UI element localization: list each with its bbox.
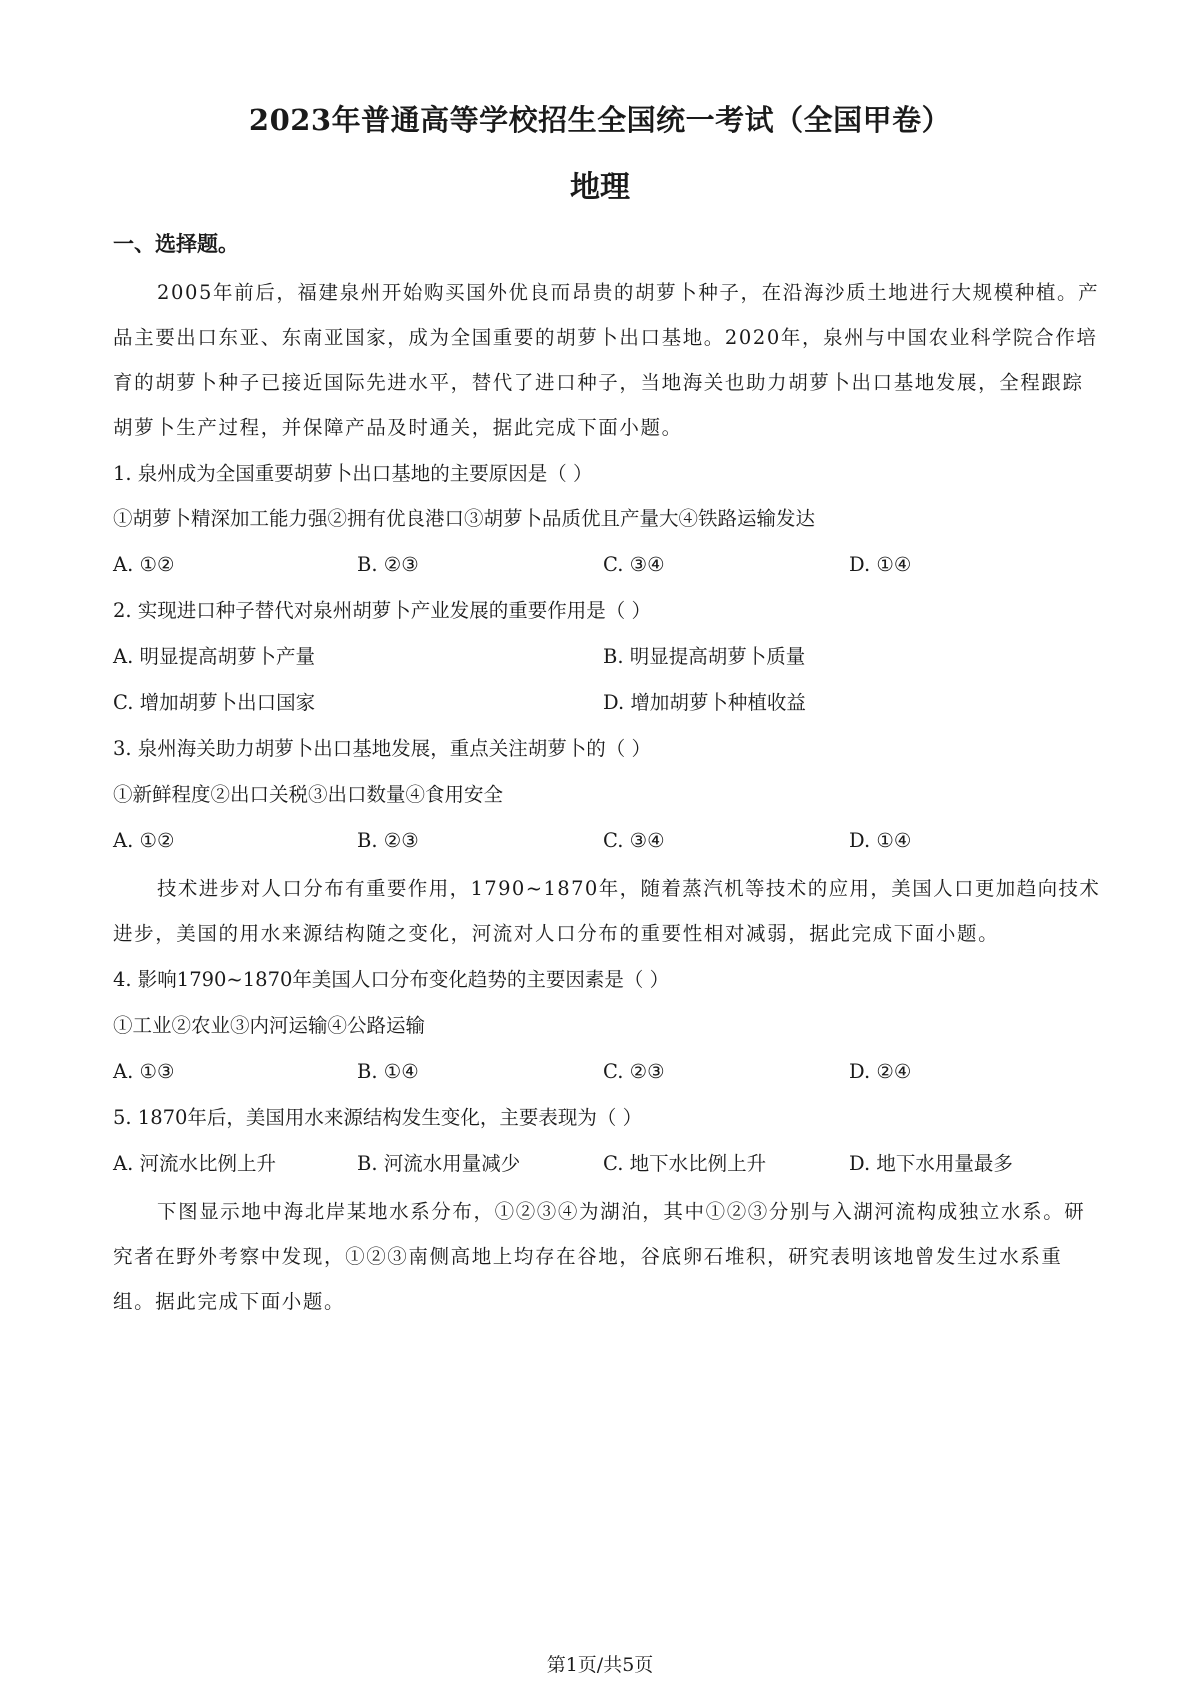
question-stem: 2. 实现进口种子替代对泉州胡萝卜产业发展的重要作用是（ ） — [113, 599, 652, 622]
option-b[interactable]: B. ②③ — [357, 829, 419, 852]
option-d[interactable]: D. 地下水用量最多 — [849, 1152, 1013, 1175]
passage-line: 下图显示地中海北岸某地水系分布，①②③④为湖泊，其中①②③分别与入湖河流构成独立水系。研 — [157, 1200, 1086, 1223]
question-items: ①新鲜程度②出口关税③出口数量④食用安全 — [113, 783, 504, 806]
page-number: 第1页/共5页 — [546, 1654, 654, 1676]
question-stem: 3. 泉州海关助力胡萝卜出口基地发展，重点关注胡萝卜的（ ） — [113, 737, 652, 760]
option-b[interactable]: B. ①④ — [357, 1060, 419, 1083]
option-d[interactable]: D. ①④ — [849, 829, 912, 852]
option-a[interactable]: A. 河流水比例上升 — [113, 1152, 276, 1175]
option-d[interactable]: D. ①④ — [849, 553, 912, 576]
option-b[interactable]: B. ②③ — [357, 553, 419, 576]
option-c[interactable]: C. 地下水比例上升 — [603, 1152, 767, 1175]
subject-title: 地理 — [570, 170, 630, 205]
option-a[interactable]: A. ①③ — [113, 1060, 175, 1083]
question-stem: 1. 泉州成为全国重要胡萝卜出口基地的主要原因是（ ） — [113, 462, 593, 485]
passage-line: 进步，美国的用水来源结构随之变化，河流对人口分布的重要性相对减弱，据此完成下面小题。 — [113, 922, 1000, 945]
option-c[interactable]: C. ③④ — [603, 553, 665, 576]
option-c[interactable]: C. 增加胡萝卜出口国家 — [113, 691, 316, 714]
passage-line: 组。据此完成下面小题。 — [113, 1290, 346, 1313]
question-items: ①工业②农业③内河运输④公路运输 — [113, 1014, 426, 1037]
option-b[interactable]: B. 河流水用量减少 — [357, 1152, 521, 1175]
passage-line: 2005年前后，福建泉州开始购买国外优良而昂贵的胡萝卜种子，在沿海沙质土地进行大规模种植。产 — [157, 281, 1100, 304]
passage-line: 胡萝卜生产过程，并保障产品及时通关，据此完成下面小题。 — [113, 416, 683, 439]
exam-title: 2023年普通高等学校招生全国统一考试（全国甲卷） — [248, 103, 952, 137]
question-stem: 4. 影响1790~1870年美国人口分布变化趋势的主要因素是（ ） — [113, 968, 670, 991]
passage-line: 育的胡萝卜种子已接近国际先进水平，替代了进口种子，当地海关也助力胡萝卜出口基地发展，全程跟踪 — [113, 371, 1084, 394]
option-c[interactable]: C. ②③ — [603, 1060, 665, 1083]
question-stem: 5. 1870年后，美国用水来源结构发生变化，主要表现为（ ） — [113, 1106, 643, 1129]
question-items: ①胡萝卜精深加工能力强②拥有优良港口③胡萝卜品质优且产量大④铁路运输发达 — [113, 507, 816, 530]
option-a[interactable]: A. ①② — [113, 553, 175, 576]
option-a[interactable]: A. 明显提高胡萝卜产量 — [113, 645, 315, 668]
option-d[interactable]: D. ②④ — [849, 1060, 912, 1083]
section-heading: 一、选择题。 — [113, 231, 239, 256]
passage-line: 技术进步对人口分布有重要作用，1790~1870年，随着蒸汽机等技术的应用，美国人口更加趋向技术 — [157, 877, 1101, 900]
option-b[interactable]: B. 明显提高胡萝卜质量 — [603, 645, 806, 668]
option-a[interactable]: A. ①② — [113, 829, 175, 852]
passage-line: 究者在野外考察中发现，①②③南侧高地上均存在谷地，谷底卵石堆积，研究表明该地曾发生过水系重 — [113, 1245, 1063, 1268]
option-c[interactable]: C. ③④ — [603, 829, 665, 852]
option-d[interactable]: D. 增加胡萝卜种植收益 — [603, 691, 806, 714]
passage-line: 品主要出口东亚、东南亚国家，成为全国重要的胡萝卜出口基地。2020年，泉州与中国农业科学院合作培 — [113, 326, 1098, 349]
